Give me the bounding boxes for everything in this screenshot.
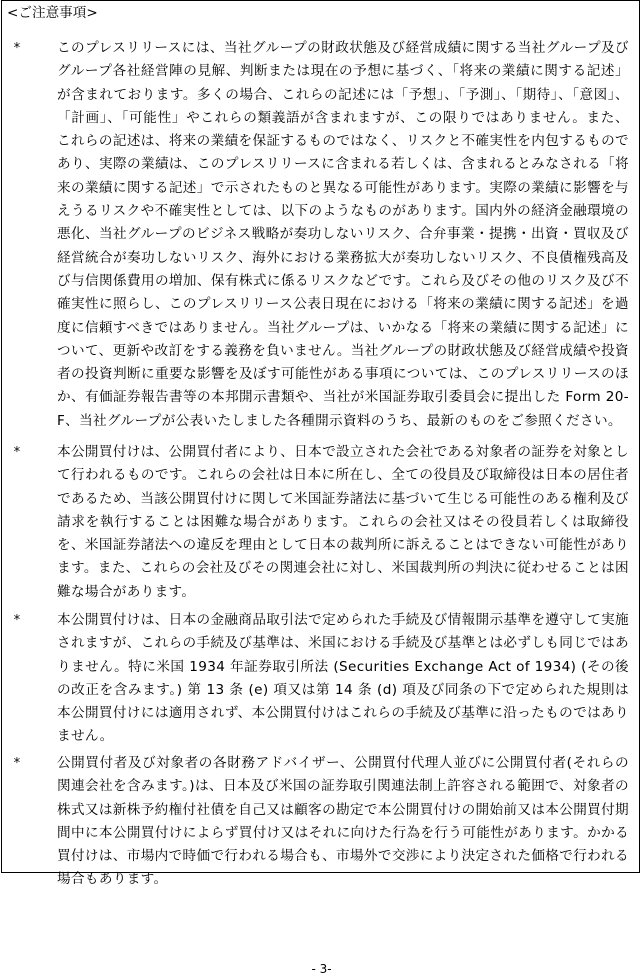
bullet-marker: * — [13, 756, 21, 771]
bullet-marker: * — [13, 613, 21, 628]
disclaimer-text: 本公開買付けは、日本の金融商品取引法で定められた手続及び情報開示基準を遵守して実施されますが、これらの手続及び基準は、米国における手続及び基準とは必ずしも同じではありません。特に米国 1934 年証券取引所法 (Securities Exchange Act of 1934) (その後の改正を含みます。) 第 13 条 (e) 項又は第 14 条 (d) 項及び同条の下で定められた規則は本公開買付けには適用されず、本公開買付けはこれらの手続及び基準に沿ったものではありません。 — [57, 612, 629, 745]
page-number: - 3- — [311, 962, 332, 976]
disclaimer-text: 公開買付者及び対象者の各財務アドバイザー、公開買付代理人並びに公開買付者(それらの関連会社を含みます。)は、日本及び米国の証券取引関連法制上許容される範囲で、対象者の株式又は新株予約権付社債を自己又は顧客の勘定で本公開買付けの開始前又は本公開買付期間中に本公開買付けによらず買付け又はそれに向けた行為を行う可能性があります。かかる買付けは、市場内で時価で行われる場合も、市場外で交渉により決定された価格で行われる場合もあります。 — [57, 755, 629, 888]
disclaimer-text: このプレスリリースには、当社グループの財政状態及び経営成績に関する当社グループ及びグループ各社経営陣の見解、判断または現在の予想に基づく、「将来の業績に関する記述」が含まれております。多くの場合、これらの記述には「予想」、「予測」、「期待」、「意図」、「計画」、「可能性」やこれらの類義語が含まれますが、この限りではありません。また、これらの記述は、将来の業績を保証するものではなく、リスクと不確実性を内包するものであり、実際の業績は、このプレスリリースに含まれる若しくは、含まれるとみなされる「将来の業績に関する記述」で示されたものと異なる可能性があります。実際の業績に影響を与えうるリスクや不確実性としては、以下のようなものがあります。国内外の経済金融環境の悪化、当社グループのビジネス戦略が奏功しないリスク、合弁事業・提携・出資・買収及び経営統合が奏功しないリスク、海外における業務拡大が奏功しないリスク、不良債権残高及び与信関係費用の増加、保有株式に係るリスクなどです。これら及びその他のリスク及び不確実性に照らし、このプレスリリース公表日現在における「将来の業績に関する記述」を過度に信頼すべきではありません。当社グループは、いかなる「将来の業績に関する記述」について、更新や改訂をする義務を負いません。当社グループの財政状態及び経営成績や投資者の投資判断に重要な影響を及ぼす可能性がある事項については、このプレスリリースのほか、有価証券報告書等の本邦開示書類や、当社が米国証券取引委員会に提出した Form 20-F、当社グループが公表いたしました各種開示資料のうち、最新のものをご参照ください。 — [57, 40, 629, 429]
disclaimer-item-forward-looking — [2, 37, 639, 433]
disclaimer-item-jurisdiction — [2, 441, 639, 601]
notice-box — [1, 0, 640, 888]
disclaimer-item-us-securities — [2, 609, 639, 744]
bullet-marker: * — [13, 41, 21, 56]
disclaimer-text: 本公開買付けは、公開買付者により、日本で設立された会社である対象者の証券を対象として行われるものです。これらの会社は日本に所在し、全ての役員及び取締役は日本の居住者であるため、当該公開買付けに関して米国証券諸法に基づいて生じる可能性のある権利及び請求を執行することは困難な場合があります。これらの会社又はその役員若しくは取締役を、米国証券諸法への違反を理由として日本の裁判所に訴えることはできない可能性があります。また、これらの会社及びその関連会社に対し、米国裁判所の判決に従わせることは困難な場合があります。 — [57, 444, 629, 600]
bullet-marker: * — [13, 445, 21, 460]
disclaimer-item-purchases — [2, 752, 639, 888]
notice-header: <ご注意事項> — [7, 5, 98, 21]
